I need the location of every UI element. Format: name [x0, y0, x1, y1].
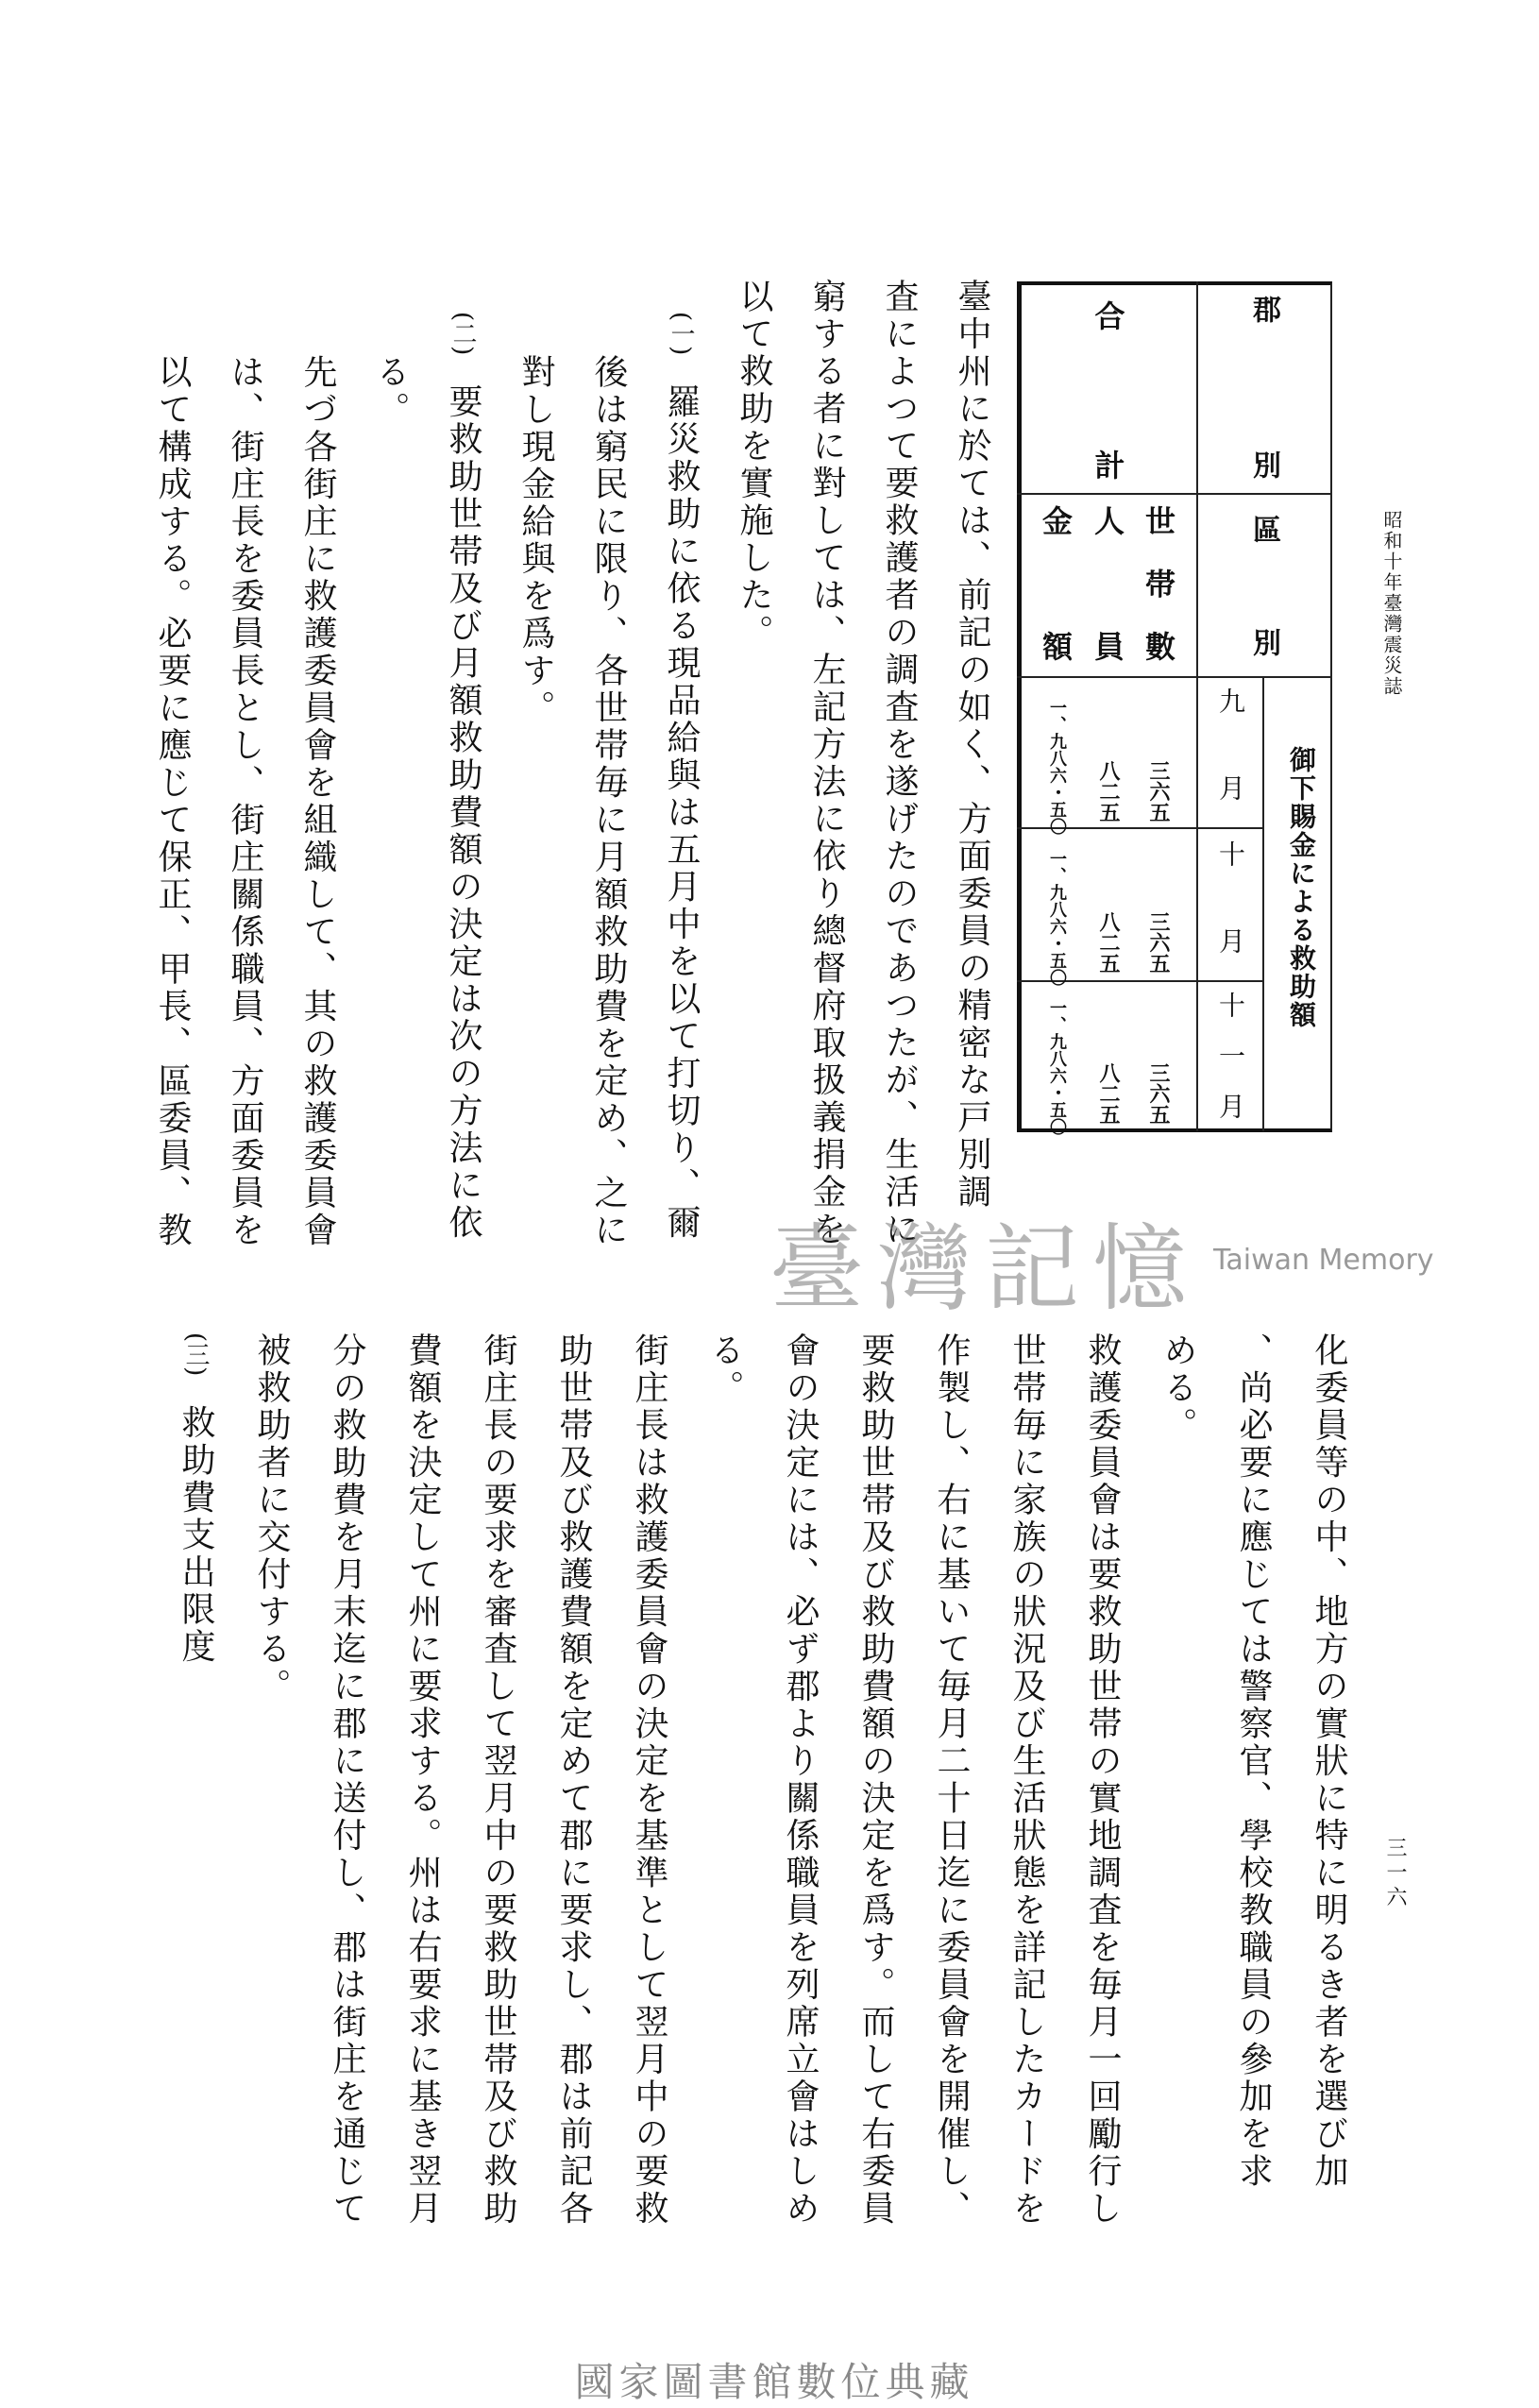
persons-value: 八二五: [1096, 911, 1121, 974]
text-line: 費額を決定して州に要求する。州は右要求に基き翌月: [403, 1332, 442, 2228]
households-value: 三六五: [1146, 911, 1171, 974]
amount-value: 一、九八六・五〇: [1047, 999, 1067, 1135]
text-line: 會の決定には、必ず郡より關係職員を列席立會はしめ: [781, 1332, 820, 2228]
col-persons-text: 人員: [1090, 505, 1125, 661]
item-marker: (一): [667, 312, 695, 356]
text-line: 作製し、右に基いて毎月二十日迄に委員會を開催し、: [932, 1332, 971, 2228]
item-2-line: [427, 279, 499, 1242]
table-caption: 御下賜金による救助額: [1286, 746, 1317, 1029]
amount-value: 一、九八六・五〇: [1047, 850, 1067, 986]
footer-collection-label: 國家圖書館數位典藏: [574, 2359, 974, 2405]
text-line: 街庄長は救護委員會の決定を基準として翌月中の要救: [630, 1332, 668, 2228]
item-3-line: [158, 1332, 233, 2230]
running-title: 昭和十年臺灣震災誌: [1380, 510, 1403, 697]
item-heading: 救助費支出限度: [177, 1404, 215, 1666]
header-ku-text: 區別: [1247, 515, 1280, 656]
text-line: 先づ各街庄に救護委員會を組織して、其の救護委員會: [298, 354, 337, 1249]
col-households-text: 世帯數: [1141, 505, 1176, 661]
month-oct: [1199, 840, 1261, 973]
text-line: 以て救助を實施した。: [735, 279, 773, 652]
upper-text-block: [136, 279, 1008, 1249]
table-divider: [1262, 677, 1264, 1131]
header-gun: [1197, 295, 1329, 483]
text-line: 對し現金給與を爲す。: [516, 354, 555, 727]
text-line: 被救助者に交付する。: [252, 1332, 291, 1705]
text-line: る。: [705, 1332, 744, 1407]
item-text: 要救助世帯及び月額救助費額の決定は次の方法に依: [444, 383, 482, 1242]
col-amount-text: 金額: [1038, 505, 1074, 661]
amount-value: 一、九八六・五〇: [1047, 699, 1067, 835]
table-divider: [1017, 493, 1330, 495]
total-label: [1020, 300, 1196, 489]
text-line: 街庄長の要求を審査して翌月中の要救助世帯及び救助: [479, 1332, 517, 2228]
text-line: 化委員等の中、地方の實狀に特に明るき者を選び加: [1310, 1332, 1348, 2191]
text-line: 要救助世帯及び救助費額の決定を爲す。而して右委員: [856, 1332, 895, 2228]
watermark-logo: 臺灣記憶: [770, 1213, 1200, 1324]
text-line: める。: [1158, 1332, 1197, 1445]
col-persons: [1087, 505, 1128, 666]
text-line: 助世帯及び救護費額を定めて郡に要求し、郡は前記各: [554, 1332, 593, 2228]
total-label-text: 合計: [1090, 300, 1126, 480]
col-amount: [1035, 505, 1076, 666]
page-number: 三一六: [1383, 1837, 1407, 1910]
month-nov: [1199, 992, 1261, 1124]
table-divider: [1017, 676, 1330, 678]
month-text: 十月: [1215, 840, 1246, 954]
item-marker: (二): [448, 312, 477, 356]
item-text: 羅災救助に依る現品給與は五月中を以て打切り、爾: [662, 383, 701, 1242]
text-line: 臺中州に於ては、前記の如く、方面委員の精密な戸別調: [953, 279, 991, 1212]
item-1-line: [645, 279, 718, 1242]
text-line: 査によつて要救護者の調査を遂げたのであつたが、生活に: [880, 279, 919, 1248]
text-line: 窮する者に對しては、左記方法に依り總督府取扱義捐金を: [807, 279, 846, 1248]
item-marker: (三): [181, 1332, 210, 1377]
households-value: 三六五: [1146, 1062, 1171, 1125]
header-ku: [1197, 515, 1329, 666]
header-gun-text: 郡別: [1247, 295, 1280, 479]
text-line: 、尚必要に應じては警察官、學校教職員の參加を求: [1234, 1332, 1273, 2191]
month-sep: [1199, 687, 1261, 820]
persons-value: 八二五: [1096, 760, 1121, 822]
text-line: 世帯毎に家族の狀況及び生活狀態を詳記したカードを: [1007, 1332, 1046, 2228]
persons-value: 八二五: [1096, 1062, 1121, 1125]
lower-text-block: [158, 1332, 1366, 2230]
watermark-subtext: Taiwan Memory: [1213, 1244, 1434, 1277]
text-line: 後は窮民に限り、各世帯毎に月額救助費を定め、之に: [589, 354, 628, 1249]
month-text: 九月: [1215, 687, 1246, 801]
text-line: 救護委員會は要救助世帯の實地調査を毎月一回勵行し: [1083, 1332, 1122, 2228]
col-households: [1138, 505, 1179, 666]
households-value: 三六五: [1146, 760, 1171, 822]
text-line: 分の救助費を月末迄に郡に送付し、郡は街庄を通じて: [328, 1332, 366, 2228]
text-line: は、街庄長を委員長とし、街庄關係職員、方面委員を: [226, 354, 264, 1249]
text-line: る。: [371, 354, 410, 429]
month-text: 十一月: [1215, 992, 1246, 1119]
text-line: 以て構成する。必要に應じて保正、甲長、區委員、教: [153, 354, 192, 1249]
